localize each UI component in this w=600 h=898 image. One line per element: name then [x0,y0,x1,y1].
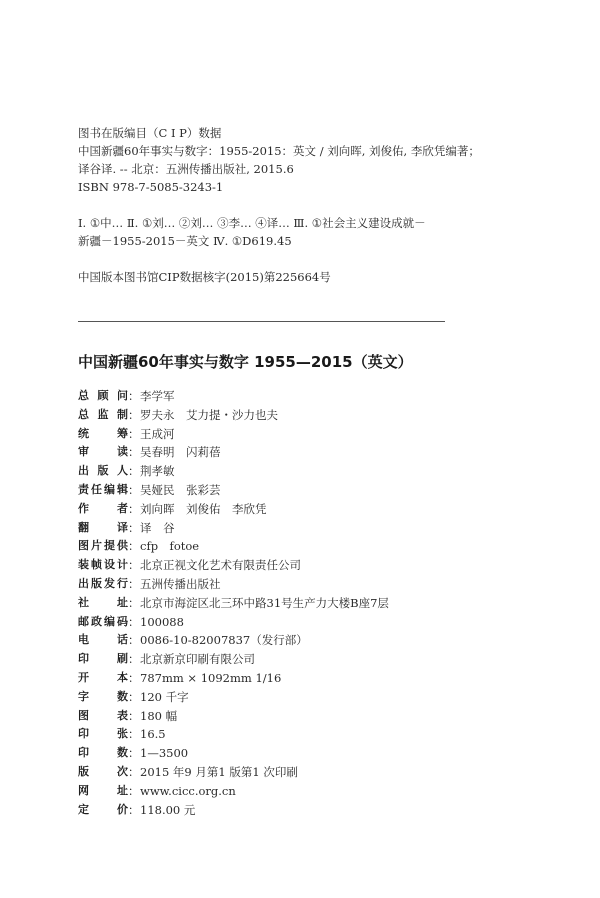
credit-label-char: 人 [117,464,128,478]
credit-label [78,725,128,744]
credit-label-char: 图 [78,539,89,553]
credit-label-char: 表 [117,708,128,722]
credit-label-char: 监 [97,407,109,421]
credit-value: 罗夫永 艾力提・沙力也夫 [140,407,278,422]
credit-row [78,519,389,538]
cip-library-number: 中国版本图书馆CIP数据核字(2015)第225664号 [78,270,331,284]
credit-row [78,443,389,462]
credit-label-char: 刷 [117,652,128,666]
credit-label-char: 者 [117,501,128,515]
credit-row [78,406,389,425]
credit-label [78,519,128,538]
cip-classification-1: Ⅰ. ①中… Ⅱ. ①刘… ②刘… ③李… ④译… Ⅲ. ①社会主义建设成就－ [78,216,426,230]
credit-label-char: 址 [117,595,128,609]
credit-colon: ： [128,389,140,403]
credit-label-char: 定 [78,802,89,816]
credit-label-char: 责 [78,482,89,496]
credit-label-char: 开 [78,670,89,684]
credit-colon: ： [128,652,140,667]
credit-colon: ： [128,464,140,479]
credit-label-char: 设 [104,558,115,572]
credit-label-char: 数 [117,746,128,760]
credit-label [78,500,128,519]
credit-colon: ： [128,746,140,761]
credit-label-char: 出 [78,464,89,478]
credit-colon: ： [128,633,140,648]
credit-colon: ： [128,576,140,591]
credit-label [78,801,128,820]
credit-label [78,537,128,556]
credit-row [78,537,389,556]
credit-label-char: 顾 [97,389,109,402]
credit-label [78,481,128,500]
credit-value: 吴春明 闪莉蓓 [140,445,221,460]
credit-label [78,650,128,669]
credit-label-char: 任 [91,482,102,496]
credit-colon: ： [128,445,140,460]
credit-row [78,500,389,519]
credit-colon: ： [128,501,140,516]
credit-row [78,669,389,688]
credit-label-char: 供 [117,539,128,553]
credit-label-char: 字 [78,689,89,703]
credit-row [78,763,389,782]
credit-value: 2015 年9 月第1 版第1 次印刷 [140,764,298,779]
credit-label-char: 编 [104,614,115,628]
credit-value: 100088 [140,614,184,629]
credit-row [78,688,389,707]
credit-label-char: 读 [117,445,128,459]
divider-line [78,321,445,322]
credit-label-char: 辑 [117,482,128,496]
credit-label-char: 筹 [117,426,128,440]
credit-label [78,707,128,726]
credit-label [78,763,128,782]
credit-label [78,613,128,632]
credit-label [78,406,128,425]
credit-label-char: 版 [97,464,109,478]
credit-row [78,744,389,763]
credit-label [78,744,128,763]
credit-colon: ： [128,539,140,554]
credit-row [78,556,389,575]
cip-isbn: ISBN 978-7-5085-3243-1 [78,180,224,194]
credit-row [78,650,389,669]
credit-row [78,801,389,820]
credit-colon: ： [128,708,140,723]
credit-value: 吴娅民 张彩芸 [140,482,221,497]
credit-colon: ： [128,426,140,441]
credit-row [78,462,389,481]
credits-list [78,387,389,819]
credit-label [78,575,128,594]
credit-label-char: 统 [78,426,89,440]
credit-label-char: 出 [78,576,89,590]
credit-value: 120 千字 [140,689,189,704]
credit-label-char: 图 [78,708,89,722]
credit-value: 北京正视文化艺术有限责任公司 [140,558,301,573]
credit-label-char: 址 [117,783,128,797]
credit-value: www.cicc.org.cn [140,783,236,798]
credit-label-char: 编 [104,482,115,496]
credit-row [78,725,389,744]
credit-label-char: 总 [78,407,89,421]
credit-value: 李学军 [140,389,175,403]
credit-value: 刘向晖 刘俊佑 李欣凭 [140,501,267,516]
credit-row [78,575,389,594]
credit-colon: ： [128,670,140,685]
credit-colon: ： [128,482,140,497]
credit-label-char: 提 [104,539,115,553]
credit-colon: ： [128,407,140,422]
cip-block [78,124,480,286]
credit-label [78,782,128,801]
credit-value: 16.5 [140,727,166,742]
credit-colon: ： [128,727,140,742]
credit-label-char: 政 [91,614,102,628]
credit-colon: ： [128,764,140,779]
credit-colon: ： [128,520,140,535]
credit-label-char: 行 [117,576,128,590]
credit-label [78,688,128,707]
credit-value: 北京新京印刷有限公司 [140,652,255,667]
credit-value: 118.00 元 [140,802,196,817]
cip-line1: 中国新疆60年事实与数字：1955-2015：英文 / 刘向晖, 刘俊佑, 李欣凭编著； [78,144,480,158]
credit-label-char: 网 [78,783,89,797]
credit-label-char: 帧 [91,558,102,572]
credit-colon: ： [128,614,140,629]
credit-value: 1—3500 [140,746,189,761]
credit-label [78,594,128,613]
credit-colon: ： [128,802,140,817]
credit-label-char: 本 [117,670,128,684]
credit-label-char: 问 [117,389,128,402]
credit-value: 北京市海淀区北三环中路31号生产力大楼B座7层 [140,595,389,610]
credit-label-char: 版 [78,764,89,778]
credit-label-char: 张 [117,727,128,741]
credit-label-char: 邮 [78,614,89,628]
credit-label [78,425,128,444]
credit-colon: ： [128,689,140,704]
cip-classification-2: 新疆－1955-2015－英文 Ⅳ. ①D619.45 [78,234,292,248]
credit-label-char: 片 [91,539,102,553]
credit-label-char: 译 [117,520,128,534]
credit-label-char: 作 [78,501,89,515]
credit-value: 荆孝敏 [140,464,175,479]
credit-label [78,443,128,462]
credit-label-char: 翻 [78,520,89,534]
credit-colon: ： [128,783,140,798]
credit-value: 译 谷 [140,520,175,535]
credit-label [78,631,128,650]
credit-row [78,481,389,500]
credit-label-char: 总 [78,389,89,402]
credit-value: cfp fotoe [140,539,200,554]
credit-label-char: 版 [91,576,102,590]
credit-label [78,669,128,688]
credit-row [78,613,389,632]
credit-label-char: 话 [117,633,128,647]
cip-line2: 译谷译. -- 北京：五洲传播出版社, 2015.6 [78,162,294,176]
credit-row [78,594,389,613]
credit-value: 787mm × 1092mm 1/16 [140,670,282,685]
credit-value: 180 幅 [140,708,178,723]
credit-row [78,782,389,801]
credit-label-char: 社 [78,595,89,609]
credit-row [78,425,389,444]
credit-row [78,631,389,650]
credit-colon: ： [128,558,140,573]
credit-value: 0086-10-82007837（发行部） [140,633,308,648]
credit-row [78,707,389,726]
credit-value: 王成河 [140,426,175,441]
credit-value: 五洲传播出版社 [140,576,221,591]
cip-heading: 图书在版编目（C I P）数据 [78,126,222,140]
credit-label [78,556,128,575]
book-title: 中国新疆60年事实与数字 1955—2015（英文） [78,353,413,371]
credit-colon: ： [128,595,140,610]
credit-row [78,387,389,406]
credit-label [78,462,128,481]
credit-label-char: 数 [117,689,128,703]
credit-label-char: 电 [78,633,89,647]
credit-label-char: 计 [117,558,128,572]
credit-label-char: 审 [78,445,89,459]
credit-label-char: 印 [78,727,89,741]
credit-label [78,387,128,406]
credit-label-char: 价 [117,802,128,816]
credit-label-char: 印 [78,746,89,760]
credit-label-char: 码 [117,614,128,628]
credit-label-char: 发 [104,576,115,590]
credit-label-char: 印 [78,652,89,666]
credit-label-char: 装 [78,558,89,572]
credit-label-char: 次 [117,764,128,778]
credit-label-char: 制 [117,407,128,421]
